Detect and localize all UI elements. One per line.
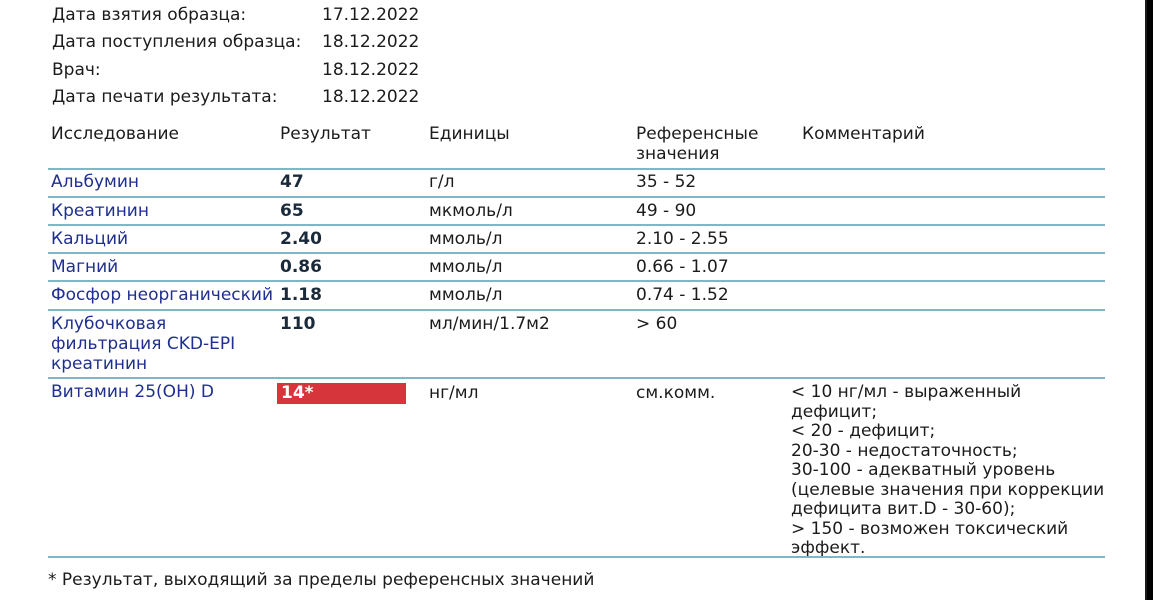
results-table-body [48, 169, 1105, 558]
test-units: ммоль/л [429, 229, 503, 249]
test-result: 0.86 [280, 257, 322, 277]
table-bottom-divider [48, 556, 1105, 558]
test-name: Креатинин [51, 201, 149, 221]
test-reference: 0.66 - 1.07 [636, 257, 729, 277]
test-result: 47 [280, 172, 304, 192]
out-of-range-result: 14* [277, 383, 406, 404]
comment-line: > 150 - возможен токсический [791, 518, 1069, 539]
meta-value: 17.12.2022 [322, 5, 420, 25]
comment-line: < 10 нг/мл - выраженный [791, 382, 1022, 402]
test-result: 2.40 [280, 229, 322, 249]
test-reference: 0.74 - 1.52 [636, 285, 729, 305]
test-name: Витамин 25(OH) D [51, 382, 214, 402]
meta-value: 18.12.2022 [322, 59, 420, 80]
meta-value: 18.12.2022 [322, 32, 420, 53]
test-units: мл/мин/1.7м2 [429, 314, 550, 334]
test-name: Кальций [51, 229, 129, 249]
meta-label: Дата взятия образца: [52, 5, 247, 25]
test-reference: 35 - 52 [636, 172, 697, 192]
results-table-header [48, 124, 1105, 170]
header-comment: Комментарий [802, 124, 925, 144]
header-units: Единицы [429, 124, 510, 144]
table-row [48, 311, 1105, 379]
meta-label: Врач: [52, 59, 101, 80]
test-name: Альбумин [51, 172, 140, 192]
test-name-line: креатинин [51, 354, 148, 374]
meta-label: Дата поступления образца: [52, 32, 302, 53]
test-name: Фосфор неорганический [51, 285, 274, 305]
test-units: нг/мл [429, 383, 479, 403]
table-row [48, 379, 1105, 558]
comment-line: дефицита вит.D - 30-60); [791, 499, 1016, 519]
test-result: 1.18 [280, 285, 322, 305]
test-units: г/л [429, 172, 455, 192]
header-reference-line: Референсные [636, 124, 759, 144]
table-row [48, 169, 1105, 198]
test-units: ммоль/л [429, 285, 503, 305]
table-row [48, 282, 1105, 311]
test-units: ммоль/л [429, 257, 503, 277]
test-name [51, 314, 261, 374]
test-name: Магний [51, 257, 119, 277]
header-result: Результат [280, 124, 371, 144]
comment-line: 20-30 - недостаточность; [791, 440, 1018, 461]
meta-value: 18.12.2022 [322, 86, 420, 107]
test-reference: см.комм. [636, 383, 716, 403]
comment-line: 30-100 - адекватный уровень [791, 460, 1056, 480]
test-comment [791, 383, 1111, 559]
test-reference: 2.10 - 2.55 [636, 229, 729, 249]
comment-line: < 20 - дефицит; [791, 421, 936, 441]
comment-line: (целевые значения при коррекции [791, 479, 1105, 500]
comment-line: дефицит; [791, 401, 878, 422]
test-reference: > 60 [636, 314, 678, 334]
test-name-line: фильтрация CKD-EPI [51, 334, 236, 354]
comment-line: эффект. [791, 538, 866, 558]
footnote: * Результат, выходящий за пределы референсных значений [48, 570, 595, 590]
header-test: Исследование [51, 124, 179, 144]
test-name-line: Клубочковая [51, 314, 167, 334]
header-reference-line: значения [636, 144, 720, 164]
test-units: мкмоль/л [429, 201, 513, 221]
table-row [48, 198, 1105, 226]
test-result: 110 [280, 314, 316, 334]
test-result: 65 [280, 201, 304, 221]
table-row [48, 254, 1105, 282]
meta-label: Дата печати результата: [52, 86, 278, 107]
table-row [48, 226, 1105, 254]
test-reference: 49 - 90 [636, 201, 697, 221]
header-reference [636, 124, 758, 164]
